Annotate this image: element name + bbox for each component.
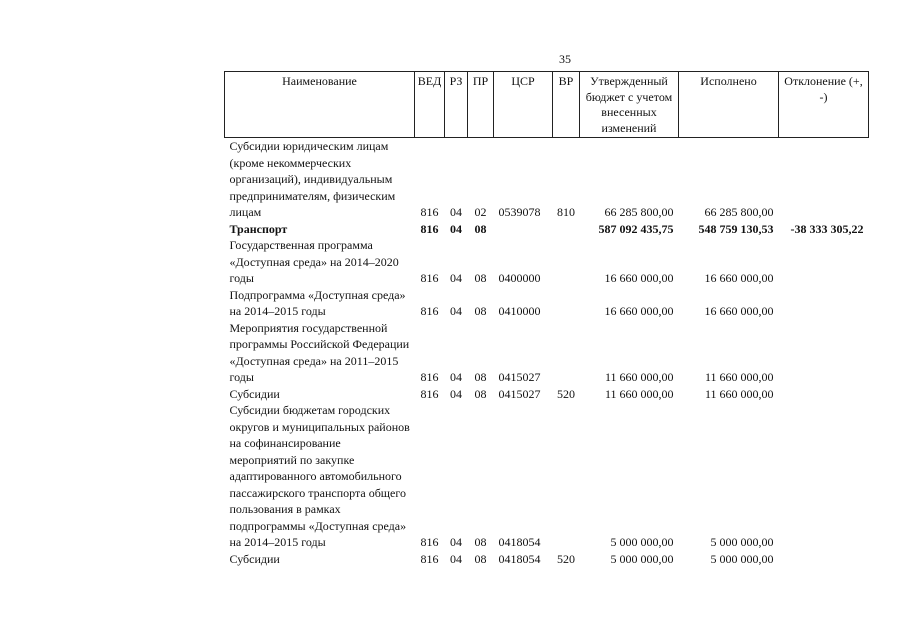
row-csr	[494, 221, 553, 238]
row-approved: 16 660 000,00	[604, 271, 674, 285]
row-vr	[553, 402, 580, 551]
header-vr: ВР	[553, 72, 580, 138]
page-number: 35	[559, 52, 571, 66]
row-name: Субсидии бюджетам городских округов и муниципальных районов на софинансирование мероприятий по закупке адаптированного автомобильного пассажирского транспорта общего пользования в рамках подпрограммы «Доступная среда» на 2014–2015 годы	[229, 403, 410, 549]
row-deviation	[779, 386, 869, 403]
budget-table	[224, 71, 869, 567]
table-row	[225, 551, 869, 568]
row-pr: 08	[474, 370, 487, 384]
row-approved: 5 000 000,00	[610, 535, 674, 549]
row-deviation	[779, 551, 869, 568]
row-name: Мероприятия государственной программы Российской Федерации «Доступная среда» на 2011–2015 годы	[229, 320, 410, 384]
header-deviation: Отклонение (+, -)	[779, 72, 869, 138]
row-csr: 0418054	[498, 551, 541, 566]
row-executed: 548 759 130,53	[698, 221, 774, 236]
row-csr: 0415027	[498, 386, 541, 401]
row-name: Подпрограмма «Доступная среда» на 2014–2015 годы	[229, 287, 406, 318]
table-header-row	[225, 72, 869, 138]
row-csr: 0415027	[498, 370, 541, 384]
table-row	[225, 138, 869, 221]
row-rz: 04	[450, 535, 462, 549]
row-executed: 16 660 000,00	[704, 271, 774, 285]
row-approved: 587 092 435,75	[598, 221, 674, 236]
row-csr: 0410000	[498, 304, 541, 318]
row-pr: 08	[474, 535, 487, 549]
row-deviation	[779, 237, 869, 287]
row-executed: 11 660 000,00	[704, 386, 774, 401]
table-row	[225, 237, 869, 287]
row-rz: 04	[450, 304, 462, 318]
row-pr: 08	[474, 221, 487, 236]
row-ved: 816	[420, 221, 439, 236]
row-ved: 816	[420, 304, 439, 318]
header-name: Наименование	[225, 72, 415, 138]
row-deviation	[779, 402, 869, 551]
row-rz: 04	[450, 386, 462, 401]
row-executed: 11 660 000,00	[704, 370, 774, 384]
header-ved: ВЕД	[415, 72, 445, 138]
header-rz: РЗ	[445, 72, 468, 138]
row-vr: 520	[557, 551, 575, 566]
row-vr	[553, 287, 580, 320]
row-name: Субсидии	[229, 551, 280, 566]
table-row	[225, 221, 869, 238]
row-vr	[553, 320, 580, 386]
table-row	[225, 287, 869, 320]
row-ved: 816	[420, 271, 439, 285]
row-deviation: -38 333 305,22	[790, 221, 864, 236]
row-executed: 5 000 000,00	[710, 551, 774, 566]
row-deviation	[779, 287, 869, 320]
row-approved: 5 000 000,00	[610, 551, 674, 566]
row-rz: 04	[450, 205, 462, 219]
row-vr	[553, 221, 580, 238]
row-csr: 0400000	[498, 271, 541, 285]
row-ved: 816	[420, 205, 439, 219]
row-ved: 816	[420, 386, 439, 401]
row-executed: 16 660 000,00	[704, 304, 774, 318]
row-ved: 816	[420, 370, 439, 384]
row-csr: 0418054	[498, 535, 541, 549]
row-approved: 66 285 800,00	[604, 205, 674, 219]
row-executed: 66 285 800,00	[704, 205, 774, 219]
row-csr: 0539078	[498, 205, 541, 219]
row-vr: 810	[557, 205, 575, 219]
row-executed: 5 000 000,00	[710, 535, 774, 549]
table-row	[225, 386, 869, 403]
table-row	[225, 402, 869, 551]
row-vr	[553, 237, 580, 287]
row-pr: 08	[474, 386, 487, 401]
row-vr: 520	[557, 386, 575, 401]
row-pr: 08	[474, 551, 487, 566]
header-csr: ЦСР	[494, 72, 553, 138]
row-rz: 04	[450, 221, 462, 236]
row-rz: 04	[450, 551, 462, 566]
row-approved: 11 660 000,00	[604, 370, 674, 384]
header-executed: Исполнено	[679, 72, 779, 138]
row-name: Субсидии	[229, 386, 280, 401]
row-deviation	[779, 320, 869, 386]
row-rz: 04	[450, 370, 462, 384]
table-row	[225, 320, 869, 386]
row-name: Субсидии юридическим лицам (кроме некоммерческих организаций), индивидуальным предпринимателям, физическим лицам	[229, 139, 396, 219]
row-approved: 16 660 000,00	[604, 304, 674, 318]
row-pr: 02	[474, 205, 487, 219]
row-pr: 08	[474, 271, 487, 285]
header-pr: ПР	[468, 72, 494, 138]
row-name: Государственная программа «Доступная среда» на 2014–2020 годы	[229, 238, 399, 285]
row-approved: 11 660 000,00	[604, 386, 674, 401]
header-approved-budget: Утвержденный бюджет с учетом внесенных изменений	[580, 72, 679, 138]
row-deviation	[779, 138, 869, 221]
row-rz: 04	[450, 271, 462, 285]
row-name: Транспорт	[229, 221, 288, 236]
row-ved: 816	[420, 535, 439, 549]
row-ved: 816	[420, 551, 439, 566]
row-pr: 08	[474, 304, 487, 318]
